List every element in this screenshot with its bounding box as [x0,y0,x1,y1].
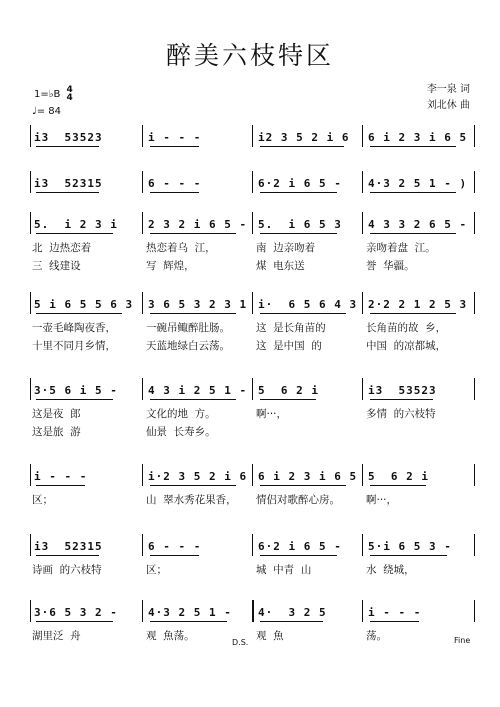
measure: i2 3 5 2 i 6 [258,131,350,144]
lyric-measure: 仙景 长寿乡。 [146,426,216,438]
barline [252,125,253,147]
time-denominator: 4 [66,93,73,103]
lyric-measure: 山 翠水秀花果香， [146,494,237,506]
notes-line [30,298,475,314]
lyric-measure: 热恋着乌 江， [146,242,216,254]
barline [474,534,475,556]
beam-line [36,485,85,486]
beam-line [370,146,456,147]
beam-line [370,555,447,556]
beam-line [370,399,433,400]
lyric-measure: 城 中青 山 [256,564,312,576]
time-numerator: 4 [66,85,73,95]
ds-marking: D.S. [232,638,249,647]
beam-line [150,621,227,622]
barline [474,212,475,234]
notes-line [30,540,475,556]
beam-line [370,233,456,234]
measure: i3 52315 [34,177,103,190]
staff-row [30,218,475,278]
barline [30,125,31,147]
measure: i - - - [368,606,422,619]
measure: 6 - - - [148,177,202,190]
key-signature [34,86,73,102]
lyric-measure: 誉 华疆。 [366,260,415,272]
lyric-measure: 中国 的凉都城， [366,340,447,352]
beam-line [36,555,99,556]
barline [30,600,31,622]
lyric-measure: 荡。 [366,630,387,642]
measure: i3 52315 [34,540,103,553]
measure: i3 53523 [34,131,103,144]
barline [30,212,31,234]
measure: i·2 3 5 2 i 6 [148,470,248,483]
lyric-measure: 区； [32,494,53,506]
beam-line [370,621,419,622]
beam-line [150,399,236,400]
measure: 3 6 5 3 2 3 1 [148,298,248,311]
measure: 5. i 6 5 3 [258,218,342,231]
barline [362,125,363,147]
measure: 6 - - - [148,540,202,553]
key-label: 1=♭B [34,89,61,100]
lyric-measure: 文化的地 方。 [146,408,216,420]
barline [362,292,363,314]
measure: 5. i 2 3 i [34,218,118,231]
beam-line [36,233,113,234]
measure: i· 6 5 6 4 3 [258,298,358,311]
barline [30,464,31,486]
lyric-measure: 啊···， [256,408,288,420]
measure: 4· 3 2 5 [258,606,327,619]
lyric-measure: 水 绕城， [366,564,415,576]
measure: 5 i 6 5 5 6 3 [34,298,134,311]
credits [427,82,470,114]
measure: i - - - [148,131,202,144]
beam-line [260,146,344,147]
composer-credit: 刘北休 曲 [426,100,470,111]
measure: 4·3 2 5 1 - ) [368,177,468,190]
barline [474,600,475,622]
barline [252,212,253,234]
measure: 5 6 2 i [368,470,429,483]
barline [362,378,363,400]
lyric-measure: 天蓝地绿白云荡。 [146,340,230,352]
measure: 2·2 2 1 2 5 3 [368,298,468,311]
beam-line [150,313,236,314]
measure: 6·2 i 6 5 - [258,177,342,190]
barline [474,125,475,147]
barline [362,464,363,486]
measure: 4 3 3 2 6 5 - [368,218,468,231]
measure: 2 3 2 i 6 5 - [148,218,248,231]
beam-line [150,555,199,556]
time-signature [67,86,73,102]
staff-row [30,470,475,530]
beam-line [36,146,99,147]
measure: i - - - [34,470,88,483]
barline [252,600,254,622]
fine-marking: Fine [454,636,471,645]
lyric-measure: 北 边热恋着 [32,242,92,254]
barline [474,464,475,486]
beam-line [370,313,456,314]
measure: 3·6 5 3 2 - [34,606,118,619]
lyric-measure: 十里不同月乡情， [32,340,116,352]
tempo-marking: ♩= 84 [32,106,61,117]
barline [30,292,31,314]
barline [142,534,143,556]
beam-line [36,192,99,193]
beam-line [260,555,337,556]
barline [142,464,143,486]
lyric-measure: 情侣对歌醉心房。 [256,494,340,506]
barline [474,378,475,400]
lyric-measure: 观 魚荡。 [146,630,195,642]
measure: 5·i 6 5 3 - [368,540,452,553]
beam-line [150,146,199,147]
barline [142,600,143,622]
beam-line [260,192,337,193]
notes-line [30,470,475,486]
lyric-measure: 一壶毛峰陶夜香， [32,322,116,334]
barline [252,378,253,400]
lyric-measure: 啊···， [366,494,398,506]
notes-line [30,131,475,147]
measure: i3 53523 [368,384,437,397]
notes-line [30,384,475,400]
beam-line [260,313,346,314]
beam-line [260,233,337,234]
lyric-measure: 这是夜 郎 [32,408,81,420]
barline [474,292,475,314]
beam-line [36,313,122,314]
staff-row [30,540,475,600]
notes-line [30,218,475,234]
lyric-measure: 这是旅 游 [32,426,81,438]
beam-line [260,485,346,486]
beam-line [150,485,236,486]
measure: 3·5 6 i 5 - [34,384,118,397]
barline [362,534,363,556]
beam-line [36,399,113,400]
staff-row [30,298,475,358]
staff-row [30,606,475,666]
lyric-measure: 多情 的六枝特 [366,408,436,420]
staff-row [30,384,475,444]
measure: 5 6 2 i [258,384,319,397]
lyric-measure: 长角苗的故 乡， [366,322,447,334]
lyric-measure: 写 辉煌， [146,260,195,272]
measure: 6 i 2 3 i 6 5 [258,470,358,483]
beam-line [36,621,113,622]
measure: 4 3 i 2 5 1 - [148,384,248,397]
lyric-measure: 湖里泛 舟 [32,630,81,642]
barline [362,171,363,193]
beam-line [260,621,323,622]
barline [142,292,143,314]
barline [362,212,363,234]
song-title: 醉美六枝特区 [165,41,334,70]
barline [142,378,143,400]
barline [142,212,143,234]
measure: 6·2 i 6 5 - [258,540,342,553]
notes-line [30,177,475,193]
lyric-measure: 三 线建设 [32,260,81,272]
beam-line [260,399,316,400]
beam-line [370,192,456,193]
lyricist-credit: 李一泉 词 [426,84,470,95]
lyric-measure: 亲吻着盘 江。 [366,242,436,254]
lyric-measure: 这 是长角苗的 [256,322,326,334]
barline [252,171,253,193]
barline [142,171,143,193]
measure: 4·3 2 5 1 - [148,606,232,619]
notes-line [30,606,475,622]
lyric-measure: 诗画 的六枝特 [32,564,102,576]
barline [30,534,31,556]
barline [252,464,253,486]
barline [30,171,31,193]
beam-line [150,233,236,234]
barline [252,534,253,556]
lyric-measure: 南 边亲吻着 [256,242,316,254]
measure: 6 i 2 3 i 6 5 [368,131,468,144]
beam-line [370,485,426,486]
lyric-measure: 观 魚 [256,630,284,642]
lyric-measure: 一碗吊鲰醉肚肠。 [146,322,230,334]
barline [142,125,143,147]
lyric-measure: 这 是中国 的 [256,340,322,352]
barline [252,292,253,314]
barline [30,378,31,400]
beam-line [150,192,199,193]
lyric-measure: 区； [146,564,167,576]
barline [362,600,363,622]
lyric-measure: 煤 电东送 [256,260,305,272]
barline [474,171,475,193]
